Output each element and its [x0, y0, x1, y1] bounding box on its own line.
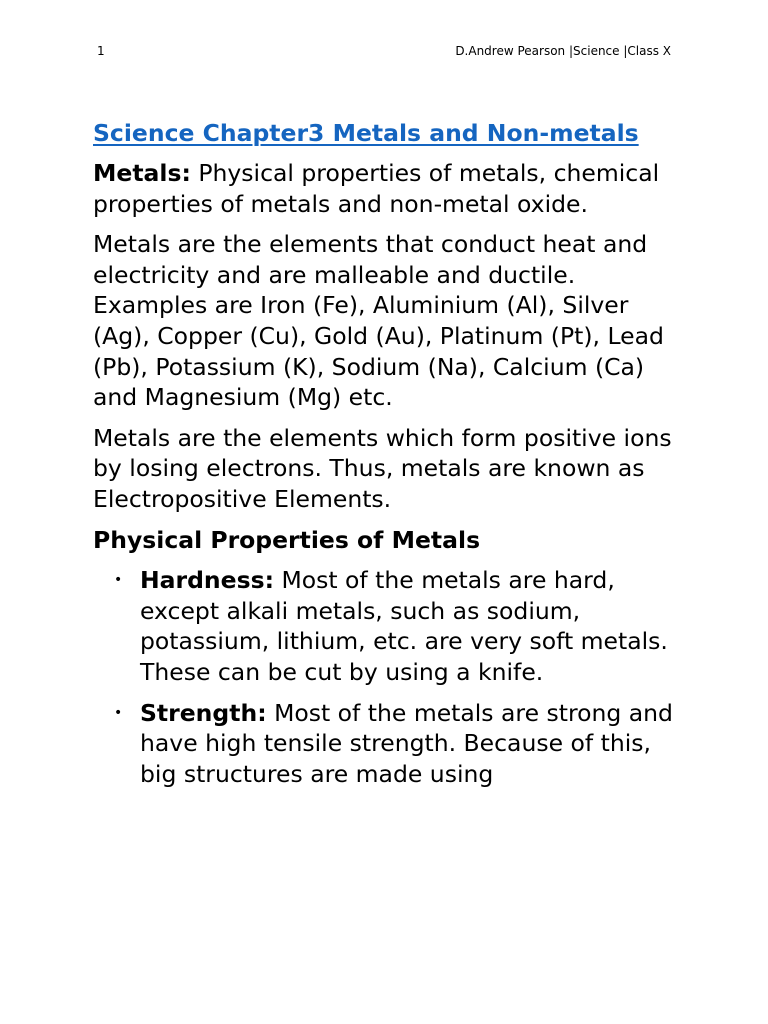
section-heading: Physical Properties of Metals: [93, 525, 481, 554]
page-number: 1: [97, 44, 105, 58]
intro-paragraph: [93, 158, 685, 219]
property-text: Most of the metals are hard, except alkali metals, such as sodium, potassium, lithium, etc. are very soft metals. These can be cut by using a knife.: [140, 566, 668, 686]
electropositive-paragraph: Metals are the elements which form positive ions by losing electrons. Thus, metals are known as Electropositive Elements.: [93, 423, 672, 513]
list-item: [93, 698, 685, 790]
property-label: Hardness:: [140, 566, 274, 595]
bullet-icon: •: [114, 704, 123, 721]
intro-label: Metals:: [93, 159, 191, 187]
bullet-icon: •: [114, 572, 123, 589]
chapter-title-link[interactable]: Science Chapter3 Metals and Non-metals: [93, 119, 639, 147]
page-header: [97, 43, 671, 59]
list-item: [93, 565, 685, 687]
running-header: D.Andrew Pearson |Science |Class X: [455, 44, 671, 58]
property-text: Most of the metals are strong and have high tensile strength. Because of this, big structures are made using: [140, 698, 673, 788]
metals-definition-paragraph: Metals are the elements that conduct heat and electricity and are malleable and ductile. Examples are Iron (Fe), Aluminium (Al), Silver (Ag), Copper (Cu), Gold (Au), Platinum (Pt), Lead (Pb), Potassium (K), Sodium (Na), Calcium (Ca) and Magnesium (Mg) etc.: [93, 230, 664, 412]
property-label: Strength:: [140, 698, 267, 727]
intro-text: Physical properties of metals, chemical properties of metals and non-metal oxide.: [93, 159, 660, 218]
document-body: [93, 118, 685, 799]
properties-list: [93, 565, 685, 789]
